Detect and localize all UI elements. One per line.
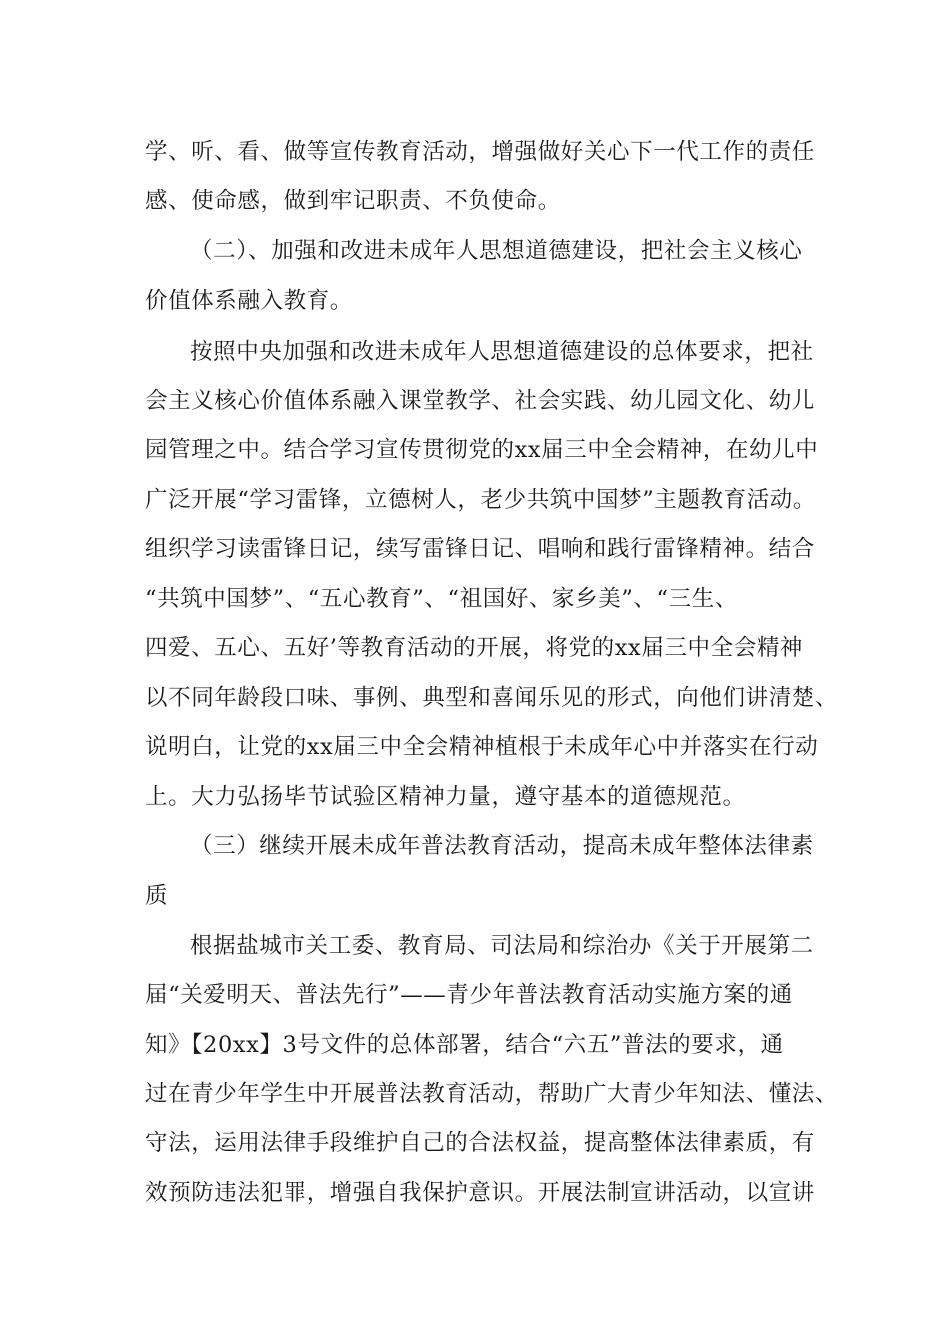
section-heading: 价值体系融入教育。: [145, 288, 353, 314]
text-line: 上。大力弘扬毕节试验区精神力量，遵守基本的道德规范。: [145, 784, 746, 810]
text-line: 以不同年龄段口味、事例、典型和喜闻乐见的形式，向他们讲清楚、: [145, 685, 839, 711]
text-line: 感、使命感，做到牢记职责、不负使命。: [145, 188, 561, 214]
text-line: 届“关爱明天、普法先行”——青少年普法教育活动实施方案的通: [145, 982, 793, 1008]
text-line: 会主义核心价值体系融入课堂教学、社会实践、幼儿园文化、幼儿: [145, 388, 815, 414]
text-line: 效预防违法犯罪，增强自我保护意识。开展法制宣讲活动，以宣讲: [145, 1180, 815, 1206]
text-line: 广泛开展“学习雷锋，立德树人，老少共筑中国梦”主题教育活动。: [145, 487, 817, 513]
text-line: 组织学习读雷锋日记，续写雷锋日记、唱响和践行雷锋精神。结合: [145, 536, 815, 562]
text-line: 按照中央加强和改进未成年人思想道德建设的总体要求，把社: [190, 339, 814, 365]
text-line: 说明白，让党的xx届三中全会精神植根于未成年心中并落实在行动: [145, 734, 819, 760]
text-line: 知》【20xx】3号文件的总体部署，结合“六五”普法的要求，通: [145, 1032, 784, 1058]
section-heading: 质: [145, 883, 169, 909]
text-line: 四爱、五心、五好’等教育活动的开展，将党的xx届三中全会精神: [145, 635, 804, 661]
section-heading: （二）、加强和改进未成年人思想道德建设，把社会主义核心: [190, 238, 803, 264]
text-line: 守法，运用法律手段维护自己的合法权益，提高整体法律素质，有: [145, 1130, 815, 1156]
text-line: “共筑中国梦”、“五心教育”、“祖国好、家乡美”、“三生、: [145, 586, 738, 612]
text-line: 根据盐城市关工委、教育局、司法局和综治办《关于开展第二: [190, 933, 814, 959]
text-line: 园管理之中。结合学习宣传贯彻党的xx届三中全会精神，在幼儿中: [145, 437, 819, 463]
section-heading: （三）继续开展未成年普法教育活动，提高未成年整体法律素: [190, 833, 814, 859]
text-line: 过在青少年学生中开展普法教育活动，帮助广大青少年知法、懂法、: [145, 1081, 839, 1107]
text-line: 学、听、看、做等宣传教育活动，增强做好关心下一代工作的责任: [145, 139, 815, 165]
